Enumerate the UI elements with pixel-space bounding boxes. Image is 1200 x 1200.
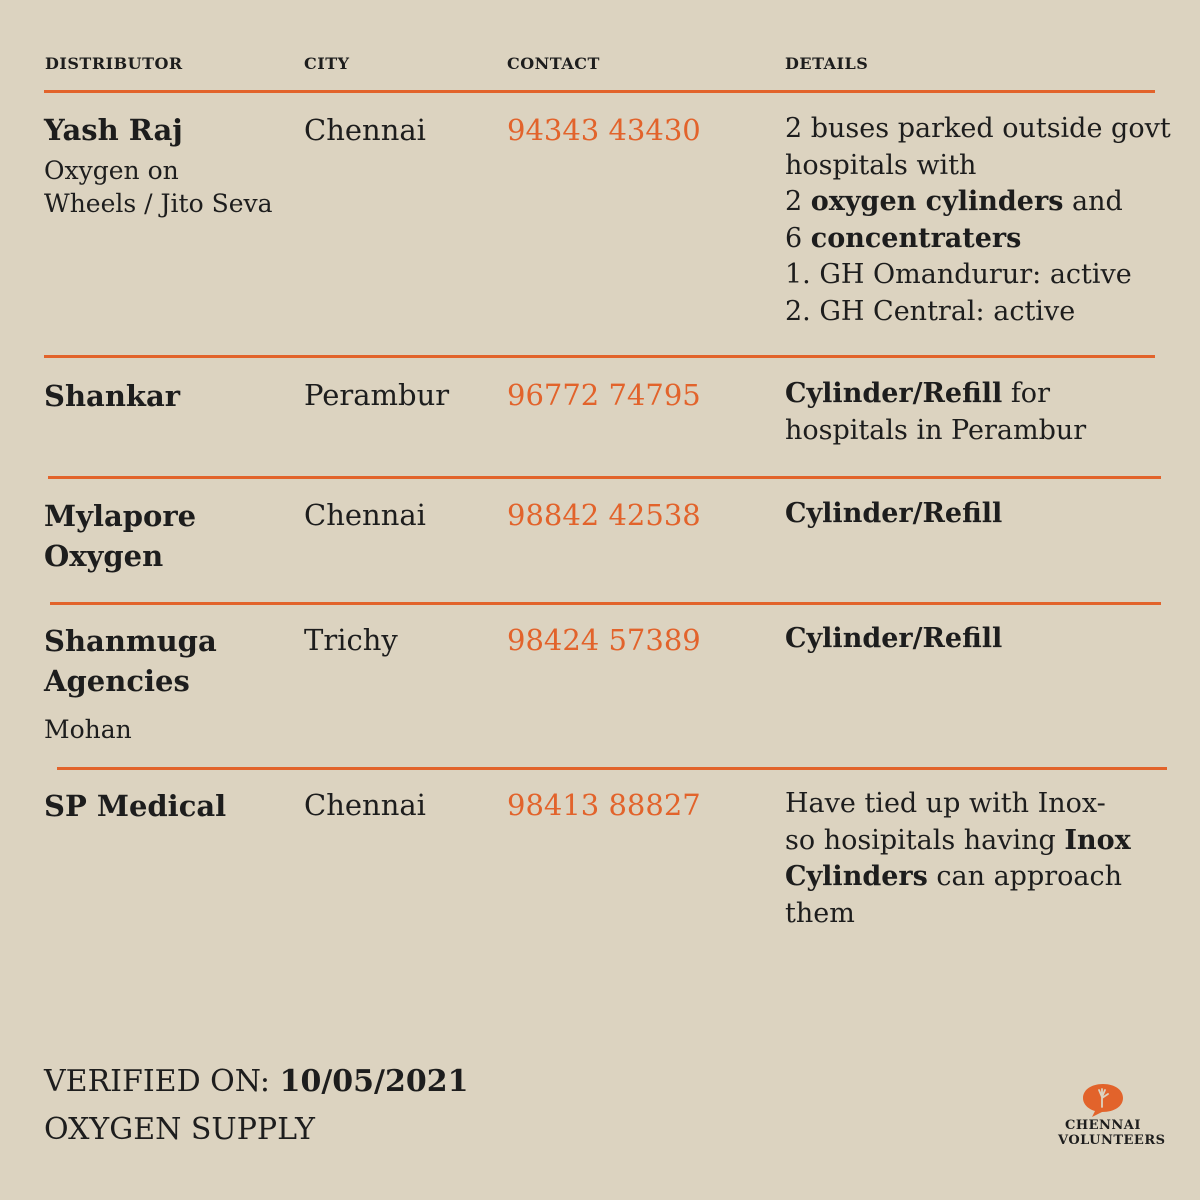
- details-text: 6: [785, 222, 811, 254]
- details-text: for: [1002, 378, 1050, 409]
- details-text: 2 buses parked outside govt: [785, 113, 1171, 144]
- details-line: [785, 896, 1175, 933]
- logo-line1: CHENNAI: [1065, 1118, 1141, 1133]
- details-text: hospitals with: [785, 149, 977, 181]
- divider: [44, 355, 1155, 358]
- city: Chennai: [304, 113, 426, 147]
- category-label: OXYGEN SUPPLY: [44, 1112, 315, 1147]
- divider: [57, 767, 1167, 770]
- details-text: can approach: [927, 861, 1123, 892]
- verified-label: VERIFIED ON:: [44, 1064, 280, 1099]
- chennai-volunteers-logo: [1058, 1082, 1166, 1148]
- details-text: so hosipitals having: [785, 824, 1065, 856]
- header-contact: CONTACT: [507, 54, 600, 73]
- distributor-name: SP Medical: [44, 789, 227, 823]
- details-text: 1. GH Omandurur: active: [785, 259, 1132, 290]
- contact-phone[interactable]: 96772 74795: [507, 378, 701, 412]
- raised-hand-speech-bubble-icon: [1080, 1082, 1126, 1118]
- details-line: [785, 786, 1175, 823]
- details-text: 2. GH Central: active: [785, 295, 1076, 327]
- divider: [48, 476, 1161, 479]
- details-line: [785, 221, 1175, 258]
- details-bold-text: concentraters: [810, 222, 1022, 254]
- details-bold-text: oxygen cylinders: [810, 186, 1064, 217]
- details-line: [785, 148, 1175, 185]
- header-distributor: DISTRIBUTOR: [45, 54, 183, 73]
- details-text: Have tied up with Inox-: [785, 788, 1106, 819]
- details-bold-text: Inox: [1064, 824, 1131, 856]
- distributor-name: Yash Raj: [44, 113, 183, 147]
- details-text: hospitals in Perambur: [785, 414, 1087, 446]
- details-line: [785, 413, 1175, 450]
- logo-line2: VOLUNTEERS: [1058, 1133, 1166, 1148]
- details-text: 2: [785, 186, 811, 217]
- details-bold-text: Cylinder/Refill: [785, 498, 1003, 529]
- details-line: [785, 823, 1175, 860]
- distributor-subtext: [44, 154, 273, 220]
- details-bold-text: Cylinder/Refill: [785, 623, 1003, 654]
- details-text: them: [785, 897, 855, 929]
- details: [785, 376, 1175, 449]
- city: Chennai: [304, 498, 426, 532]
- contact-phone[interactable]: 98413 88827: [507, 788, 701, 822]
- divider: [44, 90, 1155, 93]
- details: [785, 496, 1175, 533]
- details-line: [785, 111, 1175, 148]
- distributor-name: Shankar: [44, 379, 181, 413]
- details-line: [785, 496, 1175, 533]
- details: [785, 111, 1175, 330]
- city: Chennai: [304, 788, 426, 822]
- details-line: [785, 257, 1175, 294]
- distributor-name: Mylapore Oxygen: [44, 499, 197, 573]
- verified-date: 10/05/2021: [279, 1064, 469, 1099]
- details: [785, 786, 1175, 932]
- subtext-line: Wheels / Jito Seva: [44, 189, 273, 218]
- city: Perambur: [304, 378, 450, 412]
- verified-on: [44, 1062, 468, 1102]
- distributor-name: Shanmuga Agencies: [44, 624, 217, 698]
- details-line: [785, 294, 1175, 331]
- contact-phone[interactable]: 94343 43430: [507, 113, 701, 147]
- details-line: [785, 184, 1175, 221]
- details-bold-text: Cylinders: [785, 861, 928, 892]
- contact-phone[interactable]: 98842 42538: [507, 498, 701, 532]
- details-line: [785, 859, 1175, 896]
- divider: [50, 602, 1161, 605]
- header-city: CITY: [304, 54, 350, 73]
- details-text: and: [1063, 186, 1123, 217]
- distributor-subtext: Mohan: [44, 715, 132, 744]
- details-bold-text: Cylinder/Refill: [785, 378, 1003, 409]
- details: [785, 621, 1175, 658]
- subtext-line: Oxygen on: [44, 156, 179, 185]
- details-line: [785, 621, 1175, 658]
- header-details: DETAILS: [785, 54, 869, 73]
- contact-phone[interactable]: 98424 57389: [507, 623, 701, 657]
- details-line: [785, 376, 1175, 413]
- city: Trichy: [304, 623, 398, 657]
